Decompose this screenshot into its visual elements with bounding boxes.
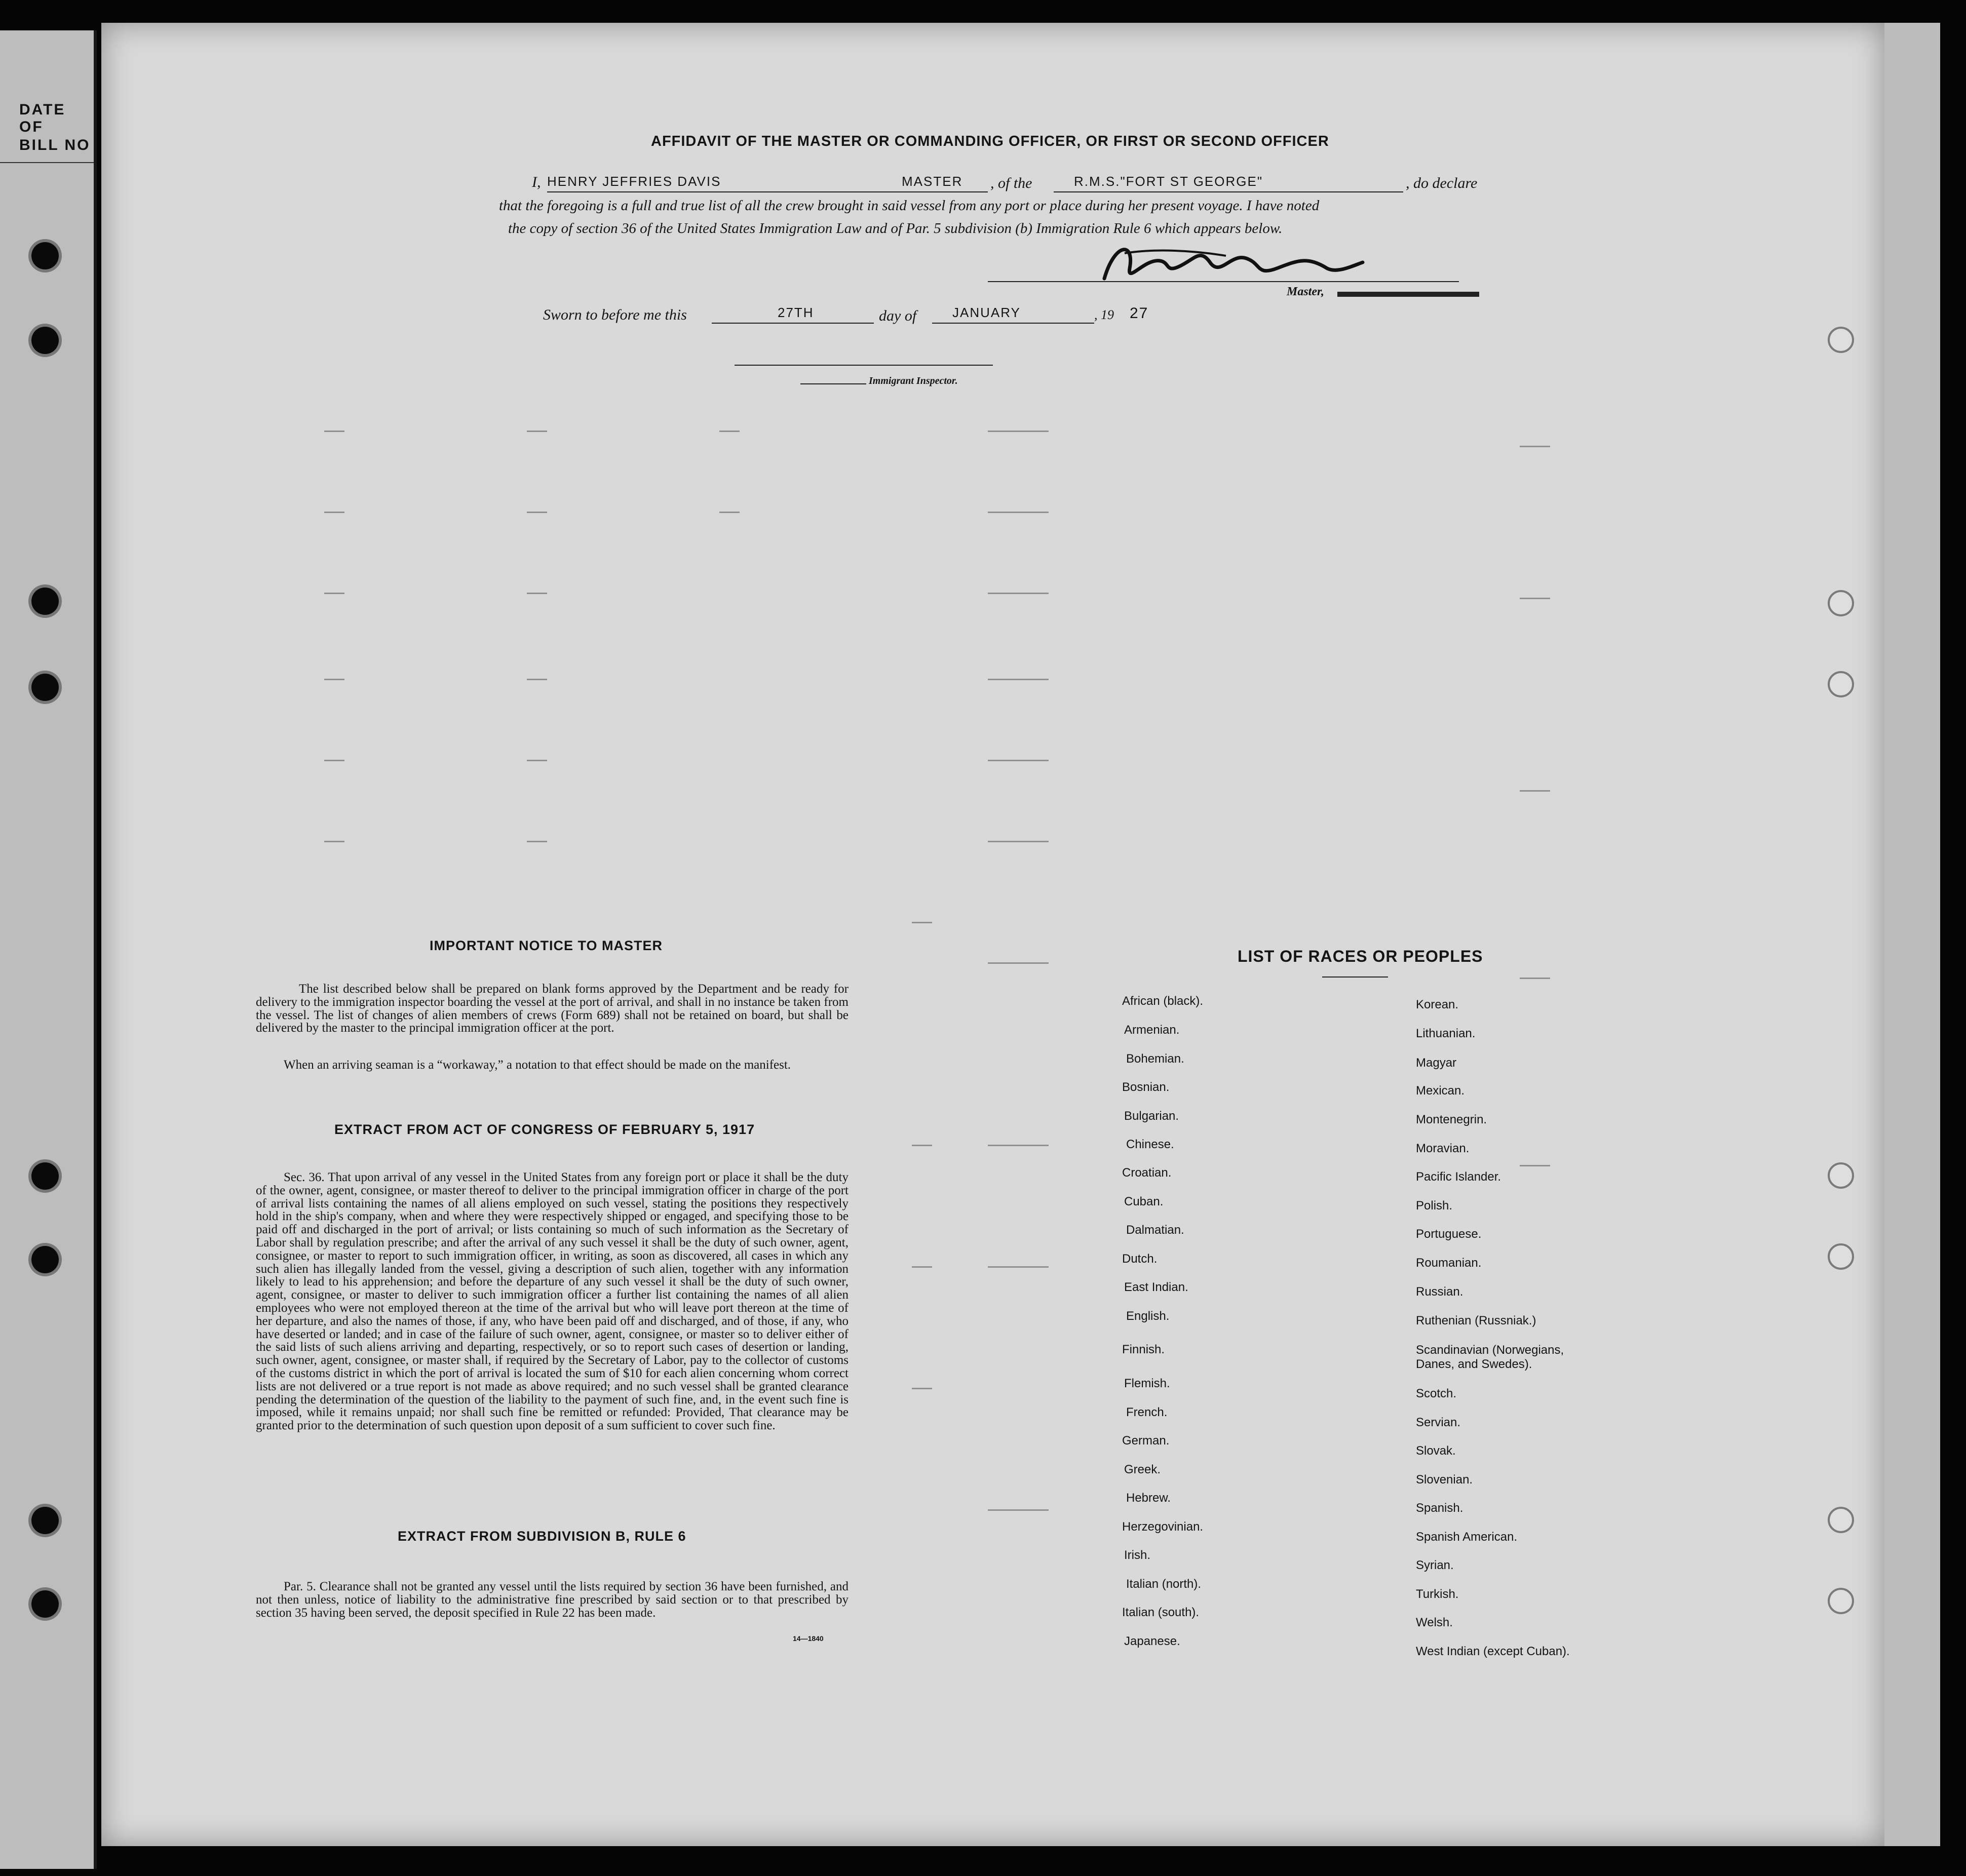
race-item: Turkish. — [1416, 1587, 1459, 1601]
year-prefix: , 19 — [1094, 307, 1114, 322]
race-item: Slovak. — [1416, 1444, 1456, 1458]
punch-hole — [1828, 590, 1854, 616]
race-item: Spanish. — [1416, 1501, 1463, 1515]
binder-hole — [31, 588, 59, 615]
affidavit-title: AFFIDAVIT OF THE MASTER OR COMMANDING OFFICER, OR FIRST OR SECOND OFFICER — [651, 133, 1329, 149]
act-heading: EXTRACT FROM ACT OF CONGRESS OF FEBRUARY 5, 1917 — [334, 1122, 755, 1137]
inspector-caption: Immigrant Inspector. — [869, 375, 958, 386]
affidavit-prefix: I, — [532, 174, 541, 190]
race-item: French. — [1126, 1405, 1168, 1419]
punch-hole — [1828, 327, 1854, 353]
race-item: Roumanian. — [1416, 1256, 1482, 1270]
race-item: Irish. — [1124, 1548, 1151, 1562]
race-item: Syrian. — [1416, 1558, 1454, 1572]
rule-body: Par. 5. Clearance shall not be granted any vessel until the lists required by section 36 have been furnished, and not then unless, notice of liability to the administrative fine prescribed by said section or to that prescribed by section 35 having been served, the deposit specified in Rule 22 has been made. — [256, 1580, 849, 1620]
vessel-name: R.M.S."FORT ST GEORGE" — [1074, 174, 1263, 189]
race-item: Moravian. — [1416, 1142, 1470, 1155]
race-item: Italian (south). — [1122, 1606, 1200, 1619]
signature-caption: Master, — [1287, 285, 1325, 298]
race-item: Croatian. — [1122, 1166, 1172, 1180]
notice-paragraph-1: The list described below shall be prepared on blank forms approved by the Department and be ready for delivery to the immigration inspector boarding the vessel at the port of arrival, and shall in no instance be taken from the vessel. The list of changes of alien members of crews (Form 689) shall not be retained on board, but shall be delivered by the master to the principal immigration officer at the port. — [256, 982, 849, 1035]
binder-hole — [31, 242, 59, 269]
master-signature — [1094, 238, 1373, 294]
document-sheet — [101, 23, 1884, 1846]
tab-label-bill: BILL NO — [19, 137, 91, 153]
master-rank: MASTER — [902, 174, 963, 189]
punch-hole — [1828, 1162, 1854, 1189]
race-item: Mexican. — [1416, 1084, 1465, 1098]
binder-hole — [31, 1246, 59, 1273]
act-body: Sec. 36. That upon arrival of any vessel in the United States from any foreign port or place it shall be the duty of the owner, agent, consignee, or master thereof to deliver to the principal immigration officer in charge of the port of arrival lists containing the names of all aliens employed on such vessel, stating the positions they respectively hold in the ship's company, when and where they were respectively shipped or engaged, and specifying those to be paid off and discharged in the port of arrival; or lists containing so much of such information as the Secretary of Labor shall by regulation prescribe; and after the arrival of any such vessel it shall be the duty of such owner, agent, consignee, or master to report to such immigration officer, in writing, as soon as discovered, all cases in which any such alien has illegally landed from the vessel, giving a description of such alien, together with any information likely to lead to his apprehension; and before the departure of any such vessel it shall be the duty of such owner, agent, consignee, or master to deliver to such immigration officer a further list containing the names of all alien employees who were not employed thereon at the time of the arrival but who will leave port thereon at the time of her departure, and also the names of those, if any, who have been paid off and discharged, and of those, if any, who have deserted or landed; and in case of the failure of such owner, agent, consignee, or master so to deliver either of the said lists of such aliens arriving and departing, respectively, or so to report such cases of desertion or landing, such owner, agent, consignee, or master shall, if required by the Secretary of Labor, pay to the collector of customs of the customs district in which the port of arrival is located the sum of $10 for each alien concerning whom correct lists are not delivered or a true report is not made as above required; and no such vessel shall be granted clearance pending the determination of the question of the liability to the payment of such fine, and, in the event such fine is imposed, while it remains unpaid; nor shall such fine be remitted or refunded: Provided, That clearance may be granted prior to the determination of such question upon deposit of a sum sufficient to cover such fine. — [256, 1170, 849, 1433]
race-item: Cuban. — [1124, 1195, 1164, 1208]
race-item: Bohemian. — [1126, 1052, 1184, 1066]
race-item: Hebrew. — [1126, 1491, 1171, 1505]
race-item: Greek. — [1124, 1463, 1161, 1476]
race-item: Armenian. — [1124, 1023, 1180, 1037]
race-item: Bosnian. — [1122, 1080, 1170, 1094]
race-item: Pacific Islander. — [1416, 1170, 1501, 1184]
race-item: Scandinavian (Norwegians, Danes, and Swedes). — [1416, 1343, 1564, 1371]
notice-paragraph-2: When an arriving seaman is a “workaway,” a notation to that effect should be made on the manifest. — [284, 1058, 791, 1072]
notice-heading: IMPORTANT NOTICE TO MASTER — [430, 938, 663, 953]
master-name: HENRY JEFFRIES DAVIS — [547, 174, 721, 189]
do-declare-text: , do declare — [1406, 175, 1478, 191]
race-item: East Indian. — [1124, 1280, 1188, 1294]
race-item: Lithuanian. — [1416, 1027, 1476, 1040]
binder-hole — [31, 674, 59, 701]
race-item: Welsh. — [1416, 1616, 1453, 1629]
punch-hole — [1828, 671, 1854, 697]
race-item: Dalmatian. — [1126, 1223, 1184, 1237]
sworn-month: JANUARY — [952, 305, 1021, 320]
binder-hole — [31, 327, 59, 354]
day-of-text: day of — [879, 307, 917, 324]
race-item: Ruthenian (Russniak.) — [1416, 1314, 1536, 1327]
race-item: Slovenian. — [1416, 1473, 1473, 1487]
race-item: African (black). — [1122, 994, 1204, 1008]
punch-hole — [1828, 1507, 1854, 1533]
race-item: Italian (north). — [1126, 1577, 1202, 1591]
sworn-day: 27TH — [778, 305, 814, 320]
rule-heading: EXTRACT FROM SUBDIVISION B, RULE 6 — [398, 1529, 686, 1544]
race-item: Finnish. — [1122, 1343, 1165, 1356]
affidavit-line-3: the copy of section 36 of the United States Immigration Law and of Par. 5 subdivision (b) Immigration Rule 6 which appears below. — [508, 220, 1283, 237]
race-item: English. — [1126, 1309, 1170, 1323]
race-item: Russian. — [1416, 1285, 1463, 1299]
sworn-prefix: Sworn to before me this — [543, 306, 687, 323]
race-item: Scotch. — [1416, 1387, 1457, 1400]
race-item: Korean. — [1416, 998, 1459, 1011]
race-item: Herzegovinian. — [1122, 1520, 1204, 1534]
binder-hole — [31, 1162, 59, 1190]
of-the-text: , of the — [990, 175, 1032, 191]
races-title: LIST OF RACES OR PEOPLES — [1238, 947, 1483, 965]
race-item: Montenegrin. — [1416, 1113, 1487, 1126]
race-item: Polish. — [1416, 1199, 1453, 1213]
race-item: Spanish American. — [1416, 1530, 1518, 1544]
right-edge-strip — [1884, 23, 1940, 1846]
sworn-year: 27 — [1130, 305, 1149, 322]
race-item: Dutch. — [1122, 1252, 1158, 1266]
race-item: Servian. — [1416, 1416, 1461, 1429]
race-item: Magyar — [1416, 1056, 1457, 1070]
race-item: Chinese. — [1126, 1138, 1174, 1151]
binder-hole — [31, 1590, 59, 1618]
race-item: Bulgarian. — [1124, 1109, 1179, 1123]
punch-hole — [1828, 1243, 1854, 1270]
race-item: German. — [1122, 1434, 1170, 1448]
binder-hole — [31, 1507, 59, 1534]
punch-hole — [1828, 1588, 1854, 1614]
race-item: Flemish. — [1124, 1377, 1170, 1390]
affidavit-line-2: that the foregoing is a full and true list of all the crew brought in said vessel from any port or place during her present voyage. I have noted — [499, 198, 1320, 214]
form-number: 14—1840 — [793, 1634, 824, 1643]
tab-label-date: DATE OF — [19, 101, 66, 135]
race-item: West Indian (except Cuban). — [1416, 1645, 1570, 1658]
race-item: Japanese. — [1124, 1634, 1180, 1648]
race-item: Portuguese. — [1416, 1227, 1482, 1241]
